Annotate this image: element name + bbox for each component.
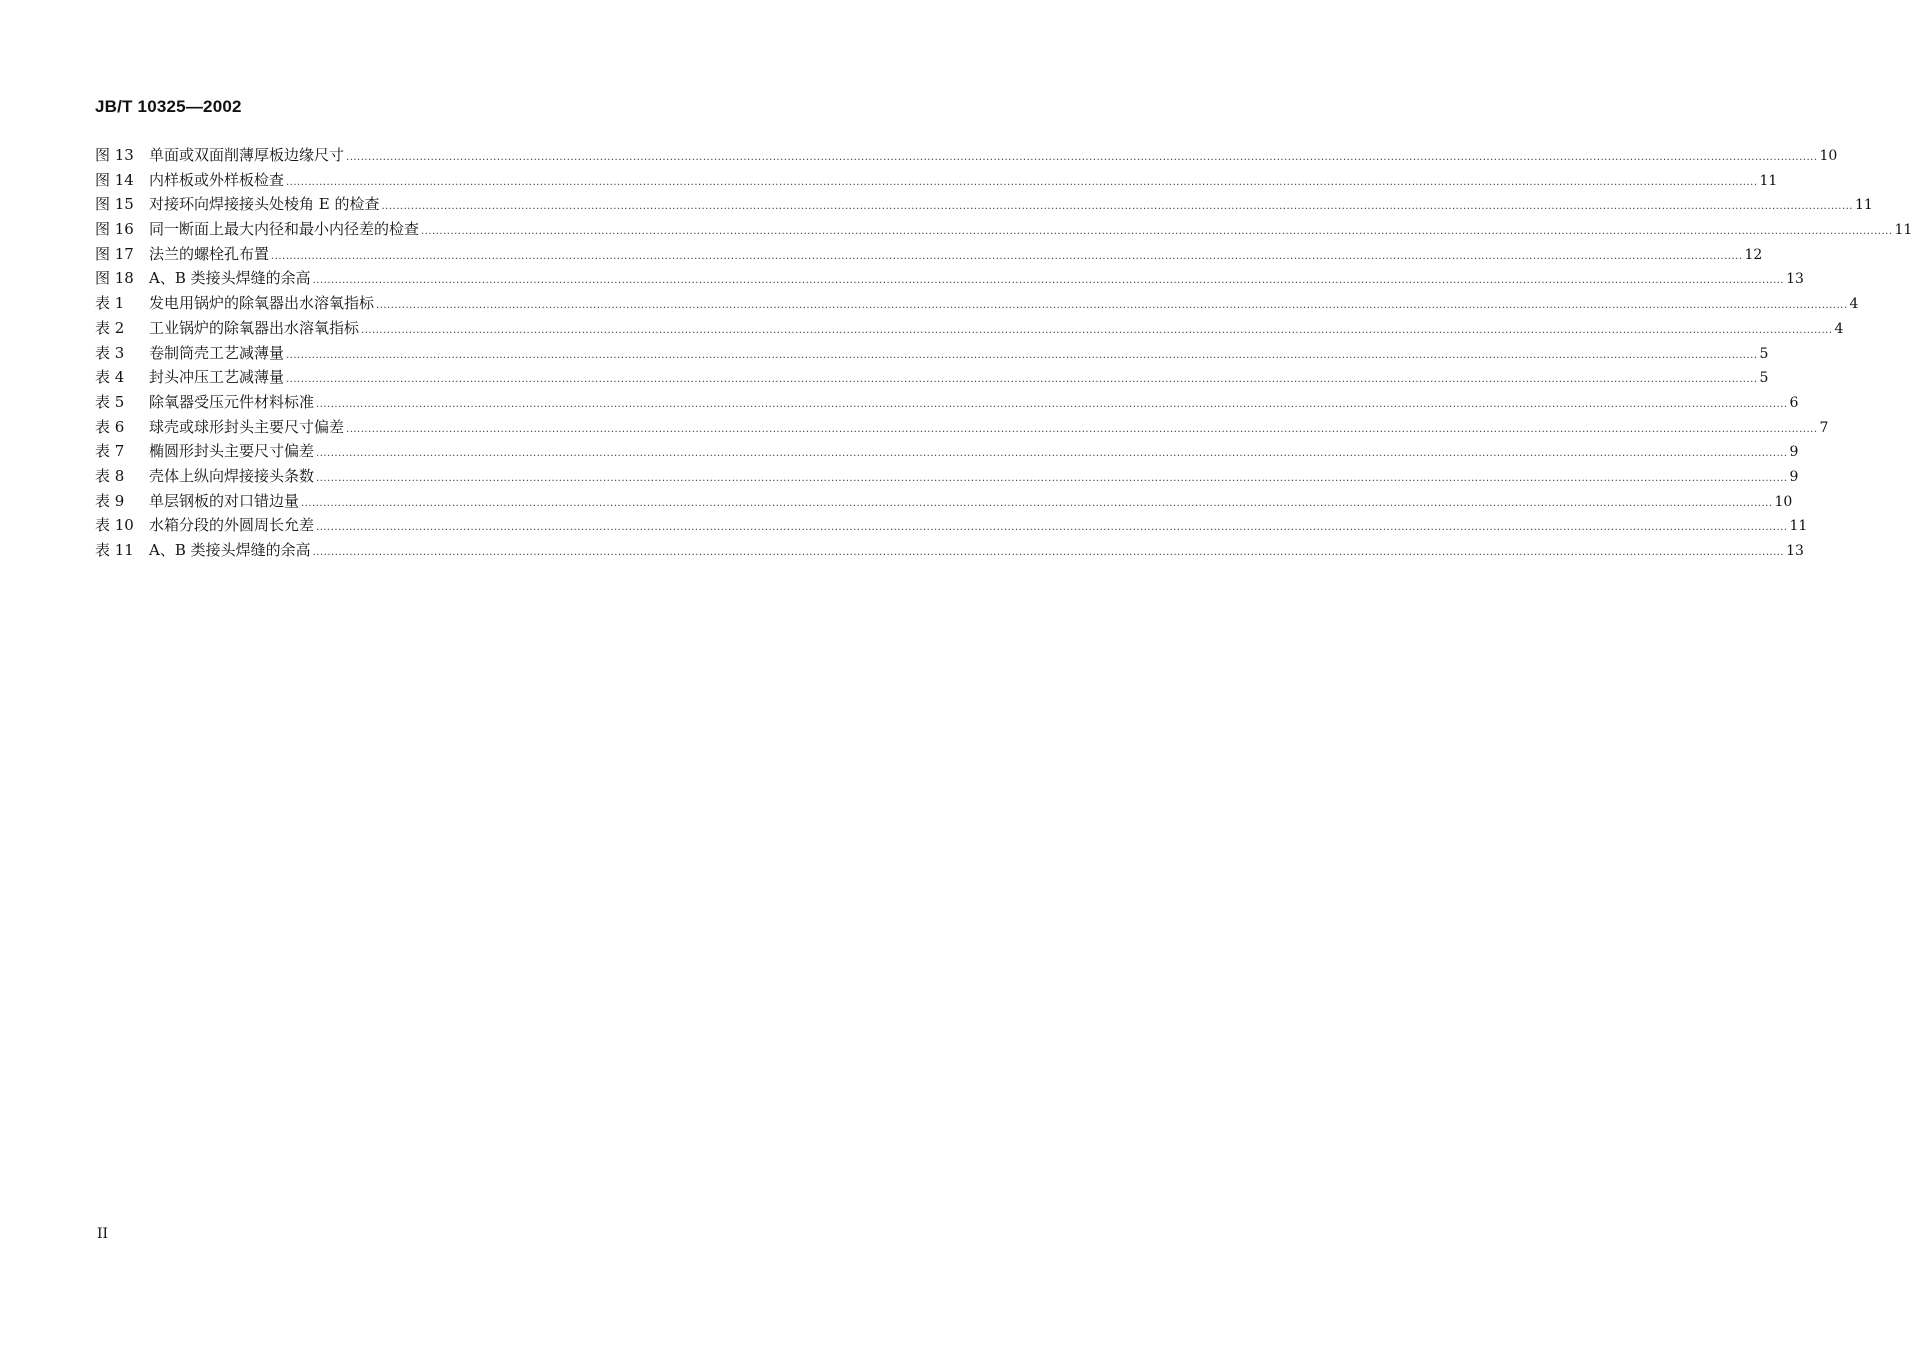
toc-entry-title: 椭圆形封头主要尺寸偏差 — [149, 442, 315, 461]
toc-entry — [95, 513, 1808, 538]
toc-entry-title: 封头冲压工艺减薄量 — [149, 368, 285, 387]
toc-entry-title: A、B 类接头焊缝的余高 — [149, 541, 311, 559]
toc-entry-title: 法兰的螺栓孔布置 — [149, 244, 270, 263]
toc-entry-label: 表 8 — [95, 466, 125, 485]
toc-dot-leader: ................................................................................................................................................................................................................................................................................................................................................................................................................ — [301, 497, 1773, 509]
toc-entry-title: 单层钢板的对口错边量 — [149, 491, 300, 510]
toc-dot-leader: ................................................................................................................................................................................................................................................................................................................................................................................................................ — [316, 398, 1788, 410]
toc-entry-label: 图 14 — [95, 170, 134, 189]
toc-dot-leader: ................................................................................................................................................................................................................................................................................................................................................................................................................ — [346, 152, 1818, 163]
toc-dot-leader: ................................................................................................................................................................................................................................................................................................................................................................................................................ — [381, 201, 1853, 213]
toc-entry-label: 表 1 — [95, 294, 125, 313]
toc-entry-page: 5 — [1759, 345, 1769, 362]
toc-entry — [95, 242, 1763, 267]
toc-entry — [95, 168, 1778, 193]
toc-entry-title: 对接环向焊接接头处棱角 E 的检查 — [149, 195, 380, 214]
toc-dot-leader: ................................................................................................................................................................................................................................................................................................................................................................................................................ — [312, 275, 1785, 287]
toc-entry-page: 10 — [1774, 493, 1793, 510]
document-code: JB/T 10325—2002 — [95, 97, 242, 116]
toc-entry — [95, 316, 1844, 341]
toc-entry-page: 12 — [1744, 246, 1763, 263]
toc-entry — [95, 538, 1804, 563]
toc-entry-label: 图 15 — [95, 195, 134, 214]
toc-entry-label: 图 13 — [95, 146, 134, 164]
toc-dot-leader: ................................................................................................................................................................................................................................................................................................................................................................................................................ — [312, 547, 1785, 558]
toc-entry-page: 10 — [1819, 148, 1838, 164]
toc-entry-page: 11 — [1759, 172, 1778, 189]
toc-entry — [95, 464, 1799, 489]
toc-entry-label: 表 9 — [95, 491, 125, 510]
toc-entry-page: 9 — [1789, 444, 1799, 461]
toc-dot-leader: ................................................................................................................................................................................................................................................................................................................................................................................................................ — [316, 472, 1788, 484]
table-of-contents — [95, 143, 1912, 563]
toc-entry-label: 表 6 — [95, 417, 125, 436]
toc-entry — [95, 266, 1804, 291]
toc-entry — [95, 390, 1799, 415]
toc-entry-label: 表 3 — [95, 343, 125, 362]
toc-entry-title: 除氧器受压元件材料标准 — [149, 392, 315, 411]
toc-dot-leader: ................................................................................................................................................................................................................................................................................................................................................................................................................ — [376, 300, 1848, 312]
toc-entry — [95, 341, 1769, 366]
toc-dot-leader: ................................................................................................................................................................................................................................................................................................................................................................................................................ — [421, 226, 1893, 238]
toc-entry-label: 表 2 — [95, 318, 125, 337]
toc-entry-title: 水箱分段的外圆周长允差 — [149, 516, 315, 535]
toc-entry-page: 9 — [1789, 468, 1799, 485]
toc-entry-title: 壳体上纵向焊接接头条数 — [149, 466, 315, 485]
toc-entry — [95, 439, 1799, 464]
toc-entry-page: 4 — [1834, 320, 1844, 337]
toc-entry-page: 7 — [1819, 419, 1829, 436]
toc-entry-title: 球壳或球形封头主要尺寸偏差 — [149, 417, 345, 436]
toc-entry-page: 11 — [1894, 222, 1912, 239]
toc-entry — [95, 415, 1829, 440]
toc-entry — [95, 365, 1769, 390]
toc-entry-label: 表 5 — [95, 392, 125, 411]
toc-entry-label: 表 4 — [95, 368, 125, 387]
toc-entry-label: 图 16 — [95, 220, 134, 239]
toc-entry-page: 13 — [1786, 543, 1804, 559]
toc-dot-leader: ................................................................................................................................................................................................................................................................................................................................................................................................................ — [316, 522, 1788, 534]
toc-dot-leader: ................................................................................................................................................................................................................................................................................................................................................................................................................ — [346, 423, 1818, 435]
toc-entry-label: 表 7 — [95, 442, 125, 461]
toc-entry-page: 6 — [1789, 394, 1799, 411]
toc-entry-title: 工业锅炉的除氧器出水溶氧指标 — [149, 318, 360, 337]
toc-entry-label: 表 11 — [95, 541, 134, 559]
toc-entry-label: 图 17 — [95, 244, 134, 263]
toc-entry-title: 发电用锅炉的除氧器出水溶氧指标 — [149, 294, 375, 313]
toc-entry — [95, 217, 1912, 242]
toc-entry-title: 单面或双面削薄厚板边缘尺寸 — [149, 146, 345, 164]
toc-entry-title: 内样板或外样板检查 — [149, 170, 285, 189]
toc-entry-title: 同一断面上最大内径和最小内径差的检查 — [149, 220, 420, 239]
toc-entry-page: 11 — [1854, 197, 1873, 214]
toc-entry-title: 卷制筒壳工艺减薄量 — [149, 343, 285, 362]
toc-entry-title: A、B 类接头焊缝的余高 — [149, 269, 311, 288]
toc-entry-page: 5 — [1759, 370, 1769, 387]
toc-dot-leader: ................................................................................................................................................................................................................................................................................................................................................................................................................ — [361, 324, 1833, 336]
toc-entry-label: 图 18 — [95, 269, 134, 288]
toc-dot-leader: ................................................................................................................................................................................................................................................................................................................................................................................................................ — [316, 448, 1788, 460]
toc-entry-label: 表 10 — [95, 516, 134, 535]
toc-dot-leader: ................................................................................................................................................................................................................................................................................................................................................................................................................ — [271, 250, 1743, 262]
toc-entry — [95, 291, 1859, 316]
toc-entry — [95, 192, 1873, 217]
page-number: II — [97, 1226, 109, 1242]
toc-entry — [95, 143, 1838, 168]
toc-entry-page: 11 — [1789, 518, 1808, 535]
toc-dot-leader: ................................................................................................................................................................................................................................................................................................................................................................................................................ — [286, 374, 1758, 386]
toc-entry-page: 4 — [1849, 296, 1859, 313]
toc-entry — [95, 489, 1793, 514]
toc-dot-leader: ................................................................................................................................................................................................................................................................................................................................................................................................................ — [286, 176, 1758, 188]
toc-entry-page: 13 — [1786, 271, 1804, 288]
toc-dot-leader: ................................................................................................................................................................................................................................................................................................................................................................................................................ — [286, 349, 1758, 361]
